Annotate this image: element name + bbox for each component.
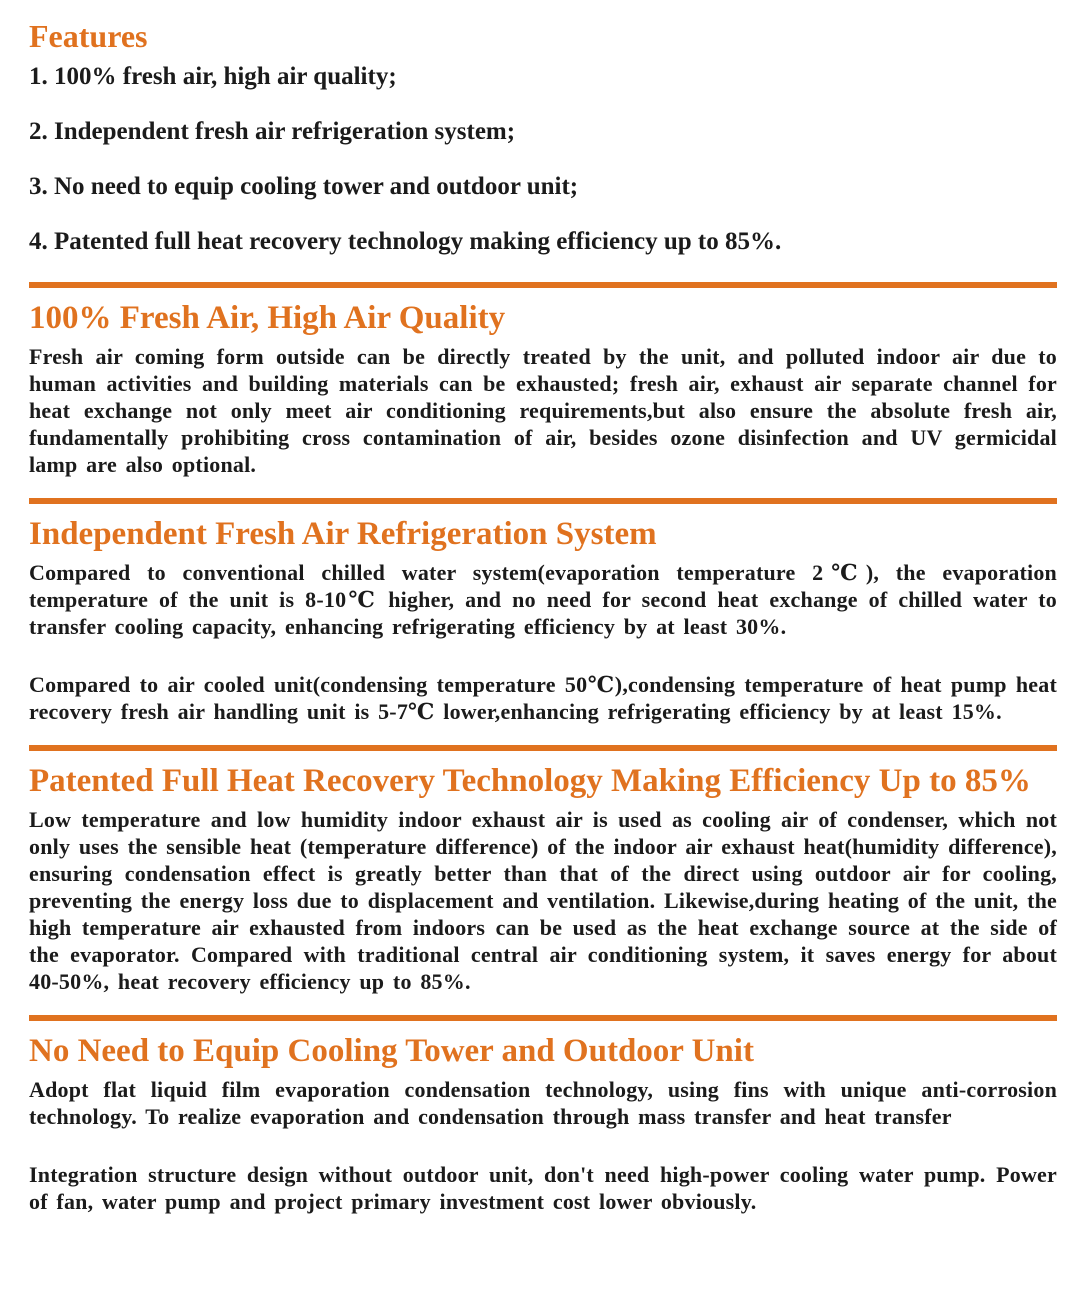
features-heading: Features [29,18,148,54]
section-paragraph: Integration structure design without outdoor unit, don't need high-power cooling water pump. Power of fan, water pump and project primary investment cost lower obviously. [29,1162,1057,1214]
section-paragraph: Compared to conventional chilled water system(evaporation temperature 2℃), the evaporation temperature of the unit is 8-10℃ higher, and no need for second heat exchange of chilled water to transfer cooling capacity, enhancing refrigerating efficiency by at least 30%. [29,560,1057,639]
section-title-no-cooling-tower: No Need to Equip Cooling Tower and Outdoor Unit [29,1033,754,1069]
section-divider [29,282,1057,288]
section-paragraph: Adopt flat liquid film evaporation condensation technology, using fins with unique anti-corrosion technology. To realize evaporation and condensation through mass transfer and heat transfer [29,1077,1057,1129]
section-no-cooling-tower [29,1015,1057,1215]
section-title-independent-refrigeration: Independent Fresh Air Refrigeration System [29,516,657,552]
section-title-heat-recovery: Patented Full Heat Recovery Technology Making Efficiency Up to 85% [29,763,1031,799]
section-divider [29,745,1057,751]
feature-item-2: 2. Independent fresh air refrigeration system; [29,118,516,145]
section-divider [29,498,1057,504]
feature-item-1: 1. 100% fresh air, high air quality; [29,63,397,90]
section-paragraph: Low temperature and low humidity indoor exhaust air is used as cooling air of condenser, which not only uses the sensible heat (temperature difference) of the indoor air exhaust heat(humidity difference), ensuring condensation effect is greatly better than that of the direct using outdoor air for cooling, preventing the energy loss due to displacement and ventilation. Likewise,during heating of the unit, the high temperature air exhausted from indoors can be used as the heat exchange source at the side of the evaporator. Compared with traditional central air conditioning system, it saves energy for about 40-50%, heat recovery efficiency up to 85%. [29,807,1057,994]
section-heat-recovery [29,745,1057,995]
section-title-fresh-air-quality: 100% Fresh Air, High Air Quality [29,300,506,336]
section-paragraph: Compared to air cooled unit(condensing temperature 50℃),condensing temperature of heat pump heat recovery fresh air handling unit is 5-7℃ lower,enhancing refrigerating efficiency by at least 15%. [29,672,1057,724]
feature-item-4: 4. Patented full heat recovery technology making efficiency up to 85%. [29,228,782,255]
section-paragraph: Fresh air coming form outside can be directly treated by the unit, and polluted indoor air due to human activities and building materials can be exhausted; fresh air, exhaust air separate channel for heat exchange not only meet air conditioning requirements,but also ensure the absolute fresh air, fundamentally prohibiting cross contamination of air, besides ozone disinfection and UV germicidal lamp are also optional. [29,344,1057,477]
feature-item-3: 3. No need to equip cooling tower and outdoor unit; [29,173,579,200]
features-list [29,62,1057,257]
section-fresh-air-quality [29,282,1057,478]
section-divider [29,1015,1057,1021]
section-independent-refrigeration [29,498,1057,725]
